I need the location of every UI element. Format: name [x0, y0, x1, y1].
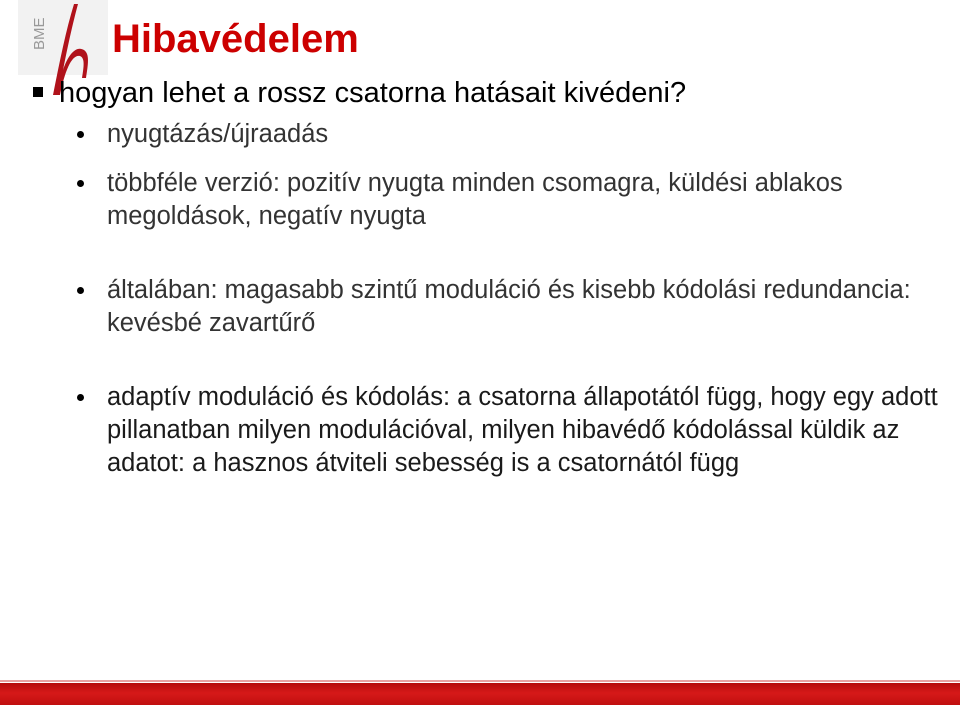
main-bullet: [33, 78, 686, 108]
sub-bullet-1: nyugtázás/újraadás: [74, 118, 944, 151]
logo-text: BME: [31, 17, 48, 50]
main-bullet-text: hogyan lehet a rossz csatorna hatásait kivédeni?: [59, 77, 687, 109]
sub-bullet-list: [74, 118, 944, 480]
sub-bullet-4: adaptív moduláció és kódolás: a csatorna állapotától függ, hogy egy adott pillanatban milyen modulációval, milyen hibavédő kódolással küldik az adatot: a hasznos átviteli sebesség is a csatornától függ: [74, 381, 944, 480]
sub-bullet-3: általában: magasabb szintű moduláció és kisebb kódolási redundancia: kevésbé zavartűrő: [74, 274, 944, 340]
square-bullet-icon: [33, 87, 43, 97]
sub-bullet-2: többféle verzió: pozitív nyugta minden csomagra, küldési ablakos megoldások, negatív nyugta: [74, 167, 944, 233]
footer-divider: [0, 680, 960, 682]
footer-bar: [0, 683, 960, 705]
page-title: Hibavédelem: [112, 17, 359, 61]
